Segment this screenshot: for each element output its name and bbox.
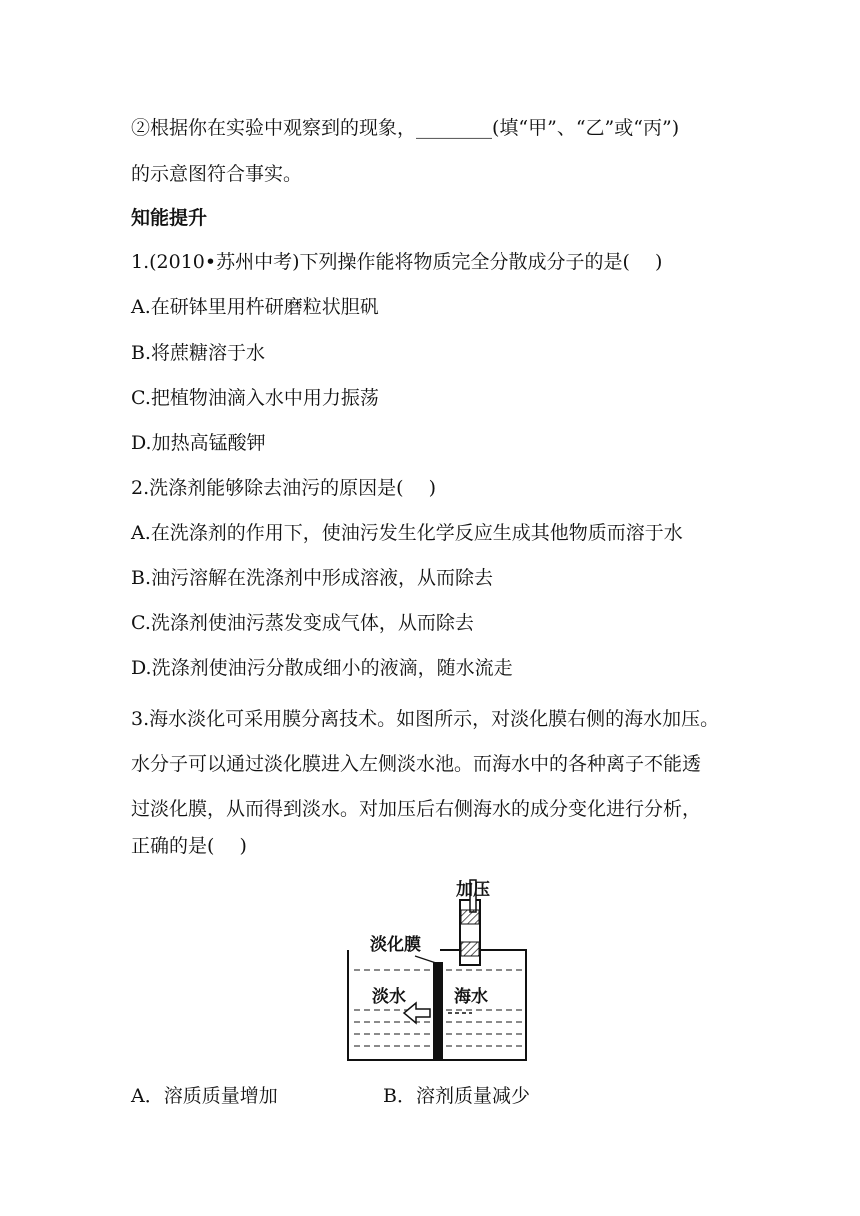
question-1-option-a: A.在研钵里用杵研磨粒状胆矾 <box>131 296 379 318</box>
flow-arrow <box>404 1003 430 1023</box>
question-3-option-b: B．溶剂质量减少 <box>383 1085 530 1107</box>
sea-water-dashes <box>446 970 522 1046</box>
membrane-bar <box>433 962 443 1060</box>
question-2-option-b: B.油污溶解在洗涤剂中形成溶液，从而除去 <box>131 567 494 589</box>
question-2-option-c: C.洗涤剂使油污蒸发变成气体，从而除去 <box>131 612 474 634</box>
text-line-1: ②根据你在实验中观察到的现象，________(填“甲”、“乙”或“丙”) <box>131 117 680 139</box>
question-3-line-4: 正确的是( ) <box>131 835 247 857</box>
membrane-leader <box>415 956 436 963</box>
question-3-line-2: 水分子可以通过淡化膜进入左侧淡水池。而海水中的各种离子不能透 <box>131 753 702 775</box>
question-2-option-a: A.在洗涤剂的作用下，使油污发生化学反应生成其他物质而溶于水 <box>131 522 683 544</box>
label-sea-water: 海水 <box>454 987 488 1007</box>
label-fresh-water: 淡水 <box>372 987 406 1007</box>
question-3-line-1: 3.海水淡化可采用膜分离技术。如图所示，对淡化膜右侧的海水加压。 <box>131 708 720 730</box>
desalination-diagram <box>330 870 530 1070</box>
question-3-option-a: A．溶质质量增加 <box>131 1085 278 1107</box>
label-membrane: 淡化膜 <box>370 935 421 955</box>
question-2: 2.洗涤剂能够除去油污的原因是( ) <box>131 477 436 499</box>
piston-seal <box>461 942 479 956</box>
question-2-option-d: D.洗涤剂使油污分散成细小的液滴，随水流走 <box>131 657 513 679</box>
question-3-line-3: 过淡化膜，从而得到淡水。对加压后右侧海水的成分变化进行分析， <box>131 798 702 820</box>
question-1-option-c: C.把植物油滴入水中用力振荡 <box>131 387 379 409</box>
question-1-option-d: D.加热高锰酸钾 <box>131 432 266 454</box>
section-heading: 知能提升 <box>131 207 208 229</box>
fresh-water-dashes <box>354 970 430 1046</box>
label-pressure: 加压 <box>456 880 490 900</box>
question-1: 1.(2010•苏州中考)下列操作能将物质完全分散成分子的是( ) <box>131 251 663 273</box>
piston-head <box>461 910 479 924</box>
question-1-option-b: B.将蔗糖溶于水 <box>131 342 266 364</box>
text-line-2: 的示意图符合事实。 <box>131 163 303 185</box>
